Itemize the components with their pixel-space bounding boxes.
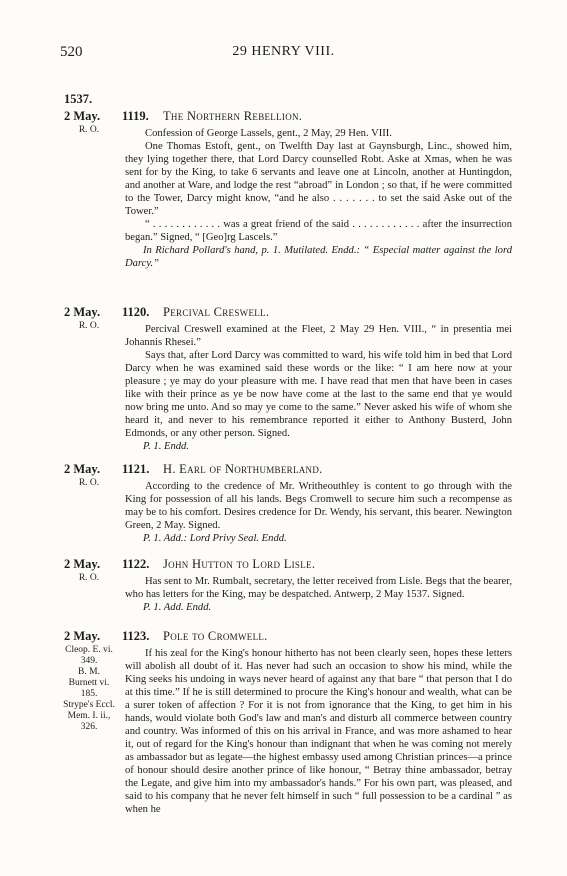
entry-date: 2 May.	[64, 109, 101, 123]
paragraph: “ . . . . . . . . . . . . was a great friend of the said . . . . . . . . . . . . after the insurrection began.” Signed, “ [Geo]rg Lascels.”	[125, 219, 512, 243]
entry-date: 2 May.	[64, 462, 101, 476]
watermark	[150, 0, 519, 120]
paragraph: If his zeal for the King's honour hitherto has not been clearly seen, hopes these letters will abolish all doubt of it. Has never had such an occasion to show his mind, while the King seeks his undoing in ways never heard of against any that bare “ that person that I do at this time.” If he is still determined to procure the King's honour and wealth, what can be a surer token of affection ? For it is not from ignorance that the King, to get him in his hands, would violate both God's law and man's and disturb all commerce between country and country. Was informed of this on his arrival in France, and was more ashamed to hear it, out of regard for the King's honour than indignant that when he was coming not merely as ambassador but as legate—the highest embassy used among Christian princes—a prince of honour should desire another prince of like honour, “ Betray thine ambassador, betray the Legate, and give him into my ambassador's hands.” For his own part, was pleased, and said to his company that he never felt himself in such “ full possession to be a cardinal ” as when he	[125, 648, 512, 815]
paragraph: In Richard Pollard's hand, p. 1. Mutilated. Endd.: “ Especial matter against the lord Darcy.”	[125, 245, 512, 269]
paragraph: P. 1. Add.: Lord Privy Seal. Endd.	[143, 533, 287, 544]
source-note	[58, 478, 120, 489]
year-heading: 1537.	[64, 92, 93, 106]
entry-date: 2 May.	[64, 557, 101, 571]
source-line: Strype's Eccl.	[63, 700, 115, 710]
entry-body	[125, 323, 512, 453]
source-line: B. M.	[78, 667, 100, 677]
source-line: R. O.	[78, 478, 100, 488]
source-note	[58, 321, 120, 332]
source-line: Mem. I. ii.,	[67, 711, 111, 721]
entry-number: 1119.	[122, 109, 149, 123]
source-note	[58, 125, 120, 136]
paragraph: P. 1. Endd.	[143, 441, 190, 452]
source-line: Burnett vi.	[68, 678, 110, 688]
source-line: R. O.	[78, 125, 100, 135]
entry-body	[125, 480, 512, 545]
entry-number: 1123.	[122, 629, 150, 643]
paragraph: Has sent to Mr. Rumbalt, secretary, the letter received from Lisle. Begs that the bearer, who has letters for the King, may be despatched. Antwerp, 2 May 1537. Signed.	[125, 576, 512, 600]
entry-number: 1121.	[122, 462, 150, 476]
entry-number: 1120.	[122, 305, 150, 319]
paragraph: One Thomas Estoft, gent., on Twelfth Day last at Gaynsburgh, Linc., showed him, they lying together there, that Lord Darcy counselled Robt. Aske at Xmas, when he was sent for by the King, to take 6 servants and leave one at Lincoln, another at Huntingdon, and another at Ware, and lodge the rest “abroad” in London ; so that, if he were committed to the Tower, Darcy might know, “and he also . . . . . . . to set the said Aske out of the Tower.”	[125, 141, 512, 217]
paragraph: Confession of George Lassels, gent., 2 May, 29 Hen. VIII.	[145, 128, 392, 139]
entry-title: H. Earl of Northumberland.	[163, 462, 323, 476]
entry-body	[125, 127, 512, 270]
entry-date: 2 May.	[64, 305, 101, 319]
source-line: R. O.	[78, 573, 100, 583]
source-line: 326.	[80, 722, 98, 732]
paragraph: Says that, after Lord Darcy was committed to ward, his wife told him in bed that Lord Darcy when he was examined said these words or the like: “ I am here now at your pleasure ; ye may do your pleasure with me. I have read that men that have been in cases like with their prince as ye be now have come at the last to the same end that ye would now bring me unto. And so may ye come to the same.” Never asked his wife of whom she heard it, and never to his remembrance reported it either to Anthony Busterd, John Edmonds, or any other person. Signed.	[125, 350, 512, 439]
source-line: 185.	[80, 689, 98, 699]
paragraph: P. 1. Add. Endd.	[143, 602, 212, 613]
source-note	[58, 573, 120, 584]
entry-title: Pole to Cromwell.	[163, 629, 268, 643]
source-line: Cleop. E. vi.	[65, 645, 113, 655]
entry-body	[125, 647, 512, 816]
entry-title: The Northern Rebellion.	[163, 109, 303, 123]
entry-title: Percival Creswell.	[163, 305, 270, 319]
entry-number: 1122.	[122, 557, 150, 571]
paragraph: According to the credence of Mr. Writheouthley is content to go through with the King for possession of all his lands. Begs Cromwell to secure him such a recompense as may be to his comfort. Desires credence for Dr. Wendy, his servant, this bearer. Newington Green, 2 May. Signed.	[125, 481, 512, 531]
paragraph: Percival Creswell examined at the Fleet, 2 May 29 Hen. VIII., “ in presentia mei Johannis Rhesei.”	[125, 324, 512, 348]
entry-body	[125, 575, 512, 614]
source-line: 349.	[80, 656, 98, 666]
page-number: 520	[60, 44, 83, 60]
source-note	[58, 645, 120, 733]
source-line: R. O.	[78, 321, 100, 331]
entry-title: John Hutton to Lord Lisle.	[163, 557, 316, 571]
entry-date: 2 May.	[64, 629, 101, 643]
running-title: 29 HENRY VIII.	[232, 44, 335, 59]
